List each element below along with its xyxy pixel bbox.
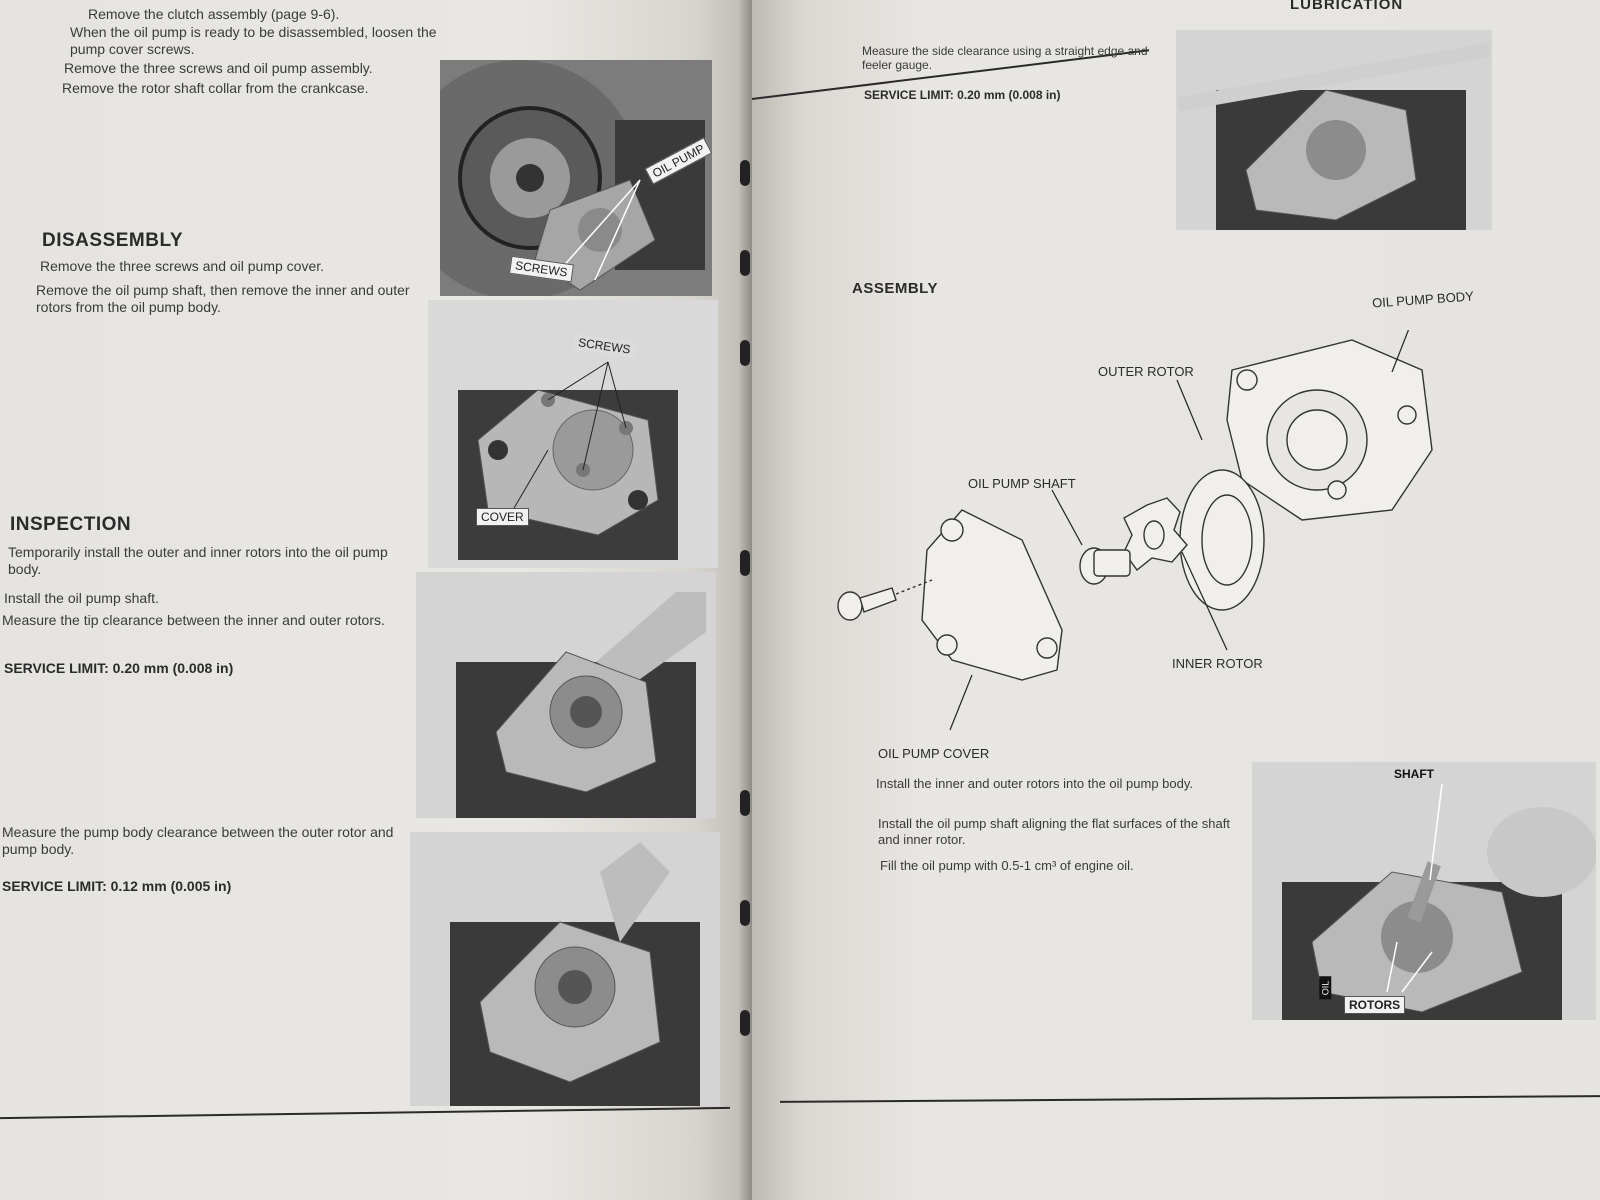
right-page (752, 0, 1600, 1200)
screws-label-1: SCREWS (509, 256, 574, 283)
outer-rotor-drawing (1180, 470, 1264, 610)
inspection-step-2: Install the oil pump shaft. (4, 590, 159, 606)
oil-pump-label: OIL PUMP (645, 137, 712, 184)
inner-rotor-label: INNER ROTOR (1172, 656, 1263, 671)
tip-clearance-illustration (416, 572, 716, 818)
inspection-step-4: Measure the pump body clearance between the outer rotor and pump body. (2, 824, 394, 857)
binding-hole (740, 550, 750, 576)
assembly-illustration (1252, 762, 1596, 1020)
crankcase-illustration (440, 60, 712, 296)
assembly-heading: ASSEMBLY (852, 280, 938, 297)
inspection-limit-2: SERVICE LIMIT: 0.12 mm (0.005 in) (2, 878, 232, 894)
binding-hole (740, 1010, 750, 1036)
side-clearance-text: Measure the side clearance using a straight edge and feeler gauge. (862, 44, 1148, 72)
assembly-photo (1252, 762, 1596, 1020)
binding-hole (740, 250, 750, 276)
binding-hole (740, 340, 750, 366)
body-clearance-photo (410, 832, 720, 1106)
inner-rotor-drawing (1124, 498, 1187, 570)
intro-step-4: Remove the rotor shaft collar from the crankcase. (62, 80, 369, 96)
intro-step-1: Remove the clutch assembly (page 9-6). (88, 6, 340, 22)
assembly-step-2: Install the oil pump shaft aligning the flat surfaces of the shaft and inner rotor. (878, 816, 1230, 847)
inspection-heading: INSPECTION (10, 514, 132, 535)
crankcase-photo (440, 60, 712, 296)
screws-label-2: SCREWS (573, 334, 635, 358)
oil-pump-diagram (832, 330, 1492, 750)
binding-hole (740, 160, 750, 186)
side-clearance-photo (1176, 30, 1492, 230)
oil-pump-cover-label: OIL PUMP COVER (878, 746, 990, 761)
inspection-limit-1: SERVICE LIMIT: 0.20 mm (0.008 in) (4, 660, 234, 676)
pump-cover-illustration (428, 300, 718, 568)
binding-hole (740, 790, 750, 816)
oil-pump-body-label: OIL PUMP BODY (1371, 288, 1475, 311)
oil-pump-cover-drawing (922, 510, 1062, 680)
chapter-header: LUBRICATION (1290, 0, 1404, 13)
side-clearance-illustration (1176, 30, 1492, 230)
assembly-step-1: Install the inner and outer rotors into the oil pump body. (876, 776, 1194, 791)
binding-hole (740, 900, 750, 926)
cover-label: COVER (476, 508, 529, 526)
bolt-drawing (838, 580, 932, 620)
disassembly-step-2: Remove the oil pump shaft, then remove the inner and outer rotors from the oil pump body. (36, 282, 410, 315)
disassembly-step-1: Remove the three screws and oil pump cover. (40, 258, 325, 274)
oil-pump-shaft-label: OIL PUMP SHAFT (968, 476, 1076, 491)
side-clearance-limit: SERVICE LIMIT: 0.20 mm (0.008 in) (864, 88, 1061, 102)
intro-step-2: When the oil pump is ready to be disassembled, loosen the pump cover screws. (70, 24, 437, 57)
tip-clearance-photo (416, 572, 716, 818)
shaft-label: SHAFT (1394, 767, 1434, 781)
left-page (0, 0, 752, 1200)
oil-pump-shaft-drawing (1080, 548, 1130, 584)
intro-step-3: Remove the three screws and oil pump assembly. (64, 60, 373, 76)
oil-mark: OIL (1319, 977, 1331, 1000)
inspection-step-1: Temporarily install the outer and inner rotors into the oil pump body. (8, 544, 388, 577)
rotors-label: ROTORS (1344, 996, 1405, 1014)
body-clearance-illustration (410, 832, 720, 1106)
outer-rotor-label: OUTER ROTOR (1098, 364, 1194, 379)
oil-pump-body-drawing (1227, 340, 1432, 520)
inspection-step-3: Measure the tip clearance between the inner and outer rotors. (2, 612, 385, 628)
disassembly-heading: DISASSEMBLY (42, 230, 183, 251)
pump-cover-photo (428, 300, 718, 568)
assembly-step-3: Fill the oil pump with 0.5-1 cm³ of engine oil. (880, 858, 1134, 873)
footer-rule (780, 1095, 1600, 1103)
